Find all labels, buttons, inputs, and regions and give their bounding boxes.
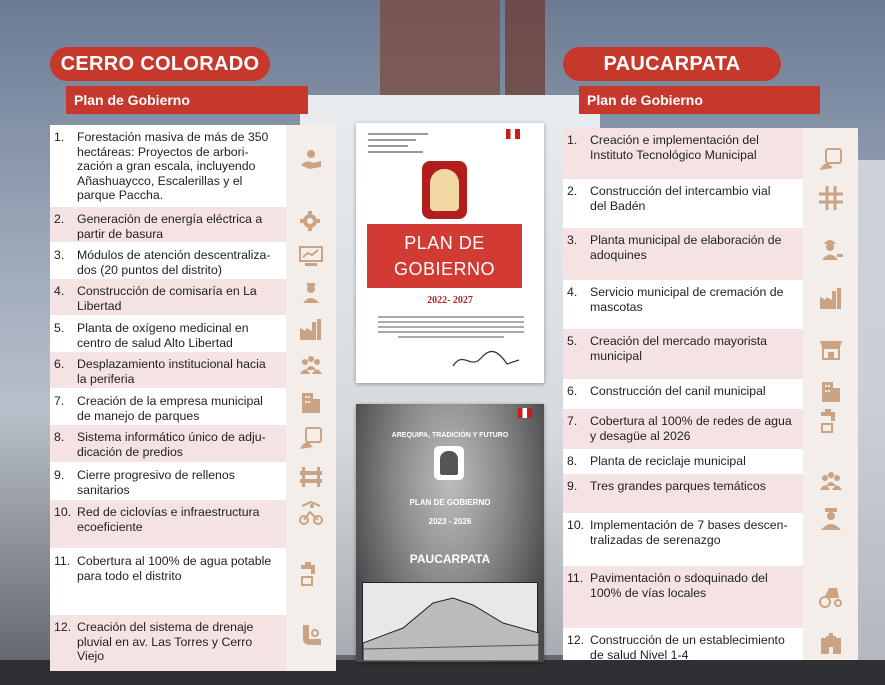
factory-icon [297, 316, 325, 344]
document-district: PAUCARPATA [409, 552, 491, 566]
document-title [367, 224, 522, 288]
list-item [563, 474, 803, 513]
drain-pipe-icon [297, 621, 325, 649]
list-item [50, 425, 286, 462]
item-text: Construcción de un establecimiento de salud Nivel 1-4 [590, 633, 785, 662]
list-item [563, 409, 803, 449]
municipal-shield-logo [434, 446, 464, 480]
icon-column-right [803, 128, 858, 660]
item-text: Creación de la empresa municipal de manejo de parques [77, 394, 263, 423]
item-text: Construcción del intercambio vial del Badén [590, 184, 771, 213]
item-text: Desplazamiento institucional hacia la periferia [77, 357, 266, 386]
item-number: 12. [567, 633, 585, 647]
cyclist-icon [297, 500, 325, 528]
document-header: AREQUIPA, TRADICIÓN Y FUTURO [391, 432, 509, 439]
item-number: 6. [567, 384, 578, 398]
document-paragraph-lines [378, 313, 524, 341]
flag-icon [518, 408, 532, 418]
list-item [50, 549, 286, 615]
list-item [50, 207, 286, 242]
document-title-line: GOBIERNO [393, 259, 495, 279]
item-number: 9. [54, 468, 65, 482]
item-text: Creación e implementación del Instituto Tecnológico Municipal [590, 133, 759, 162]
items-panel-left [50, 125, 286, 671]
list-item [50, 615, 286, 671]
presentation-icon [297, 243, 325, 271]
list-item [563, 566, 803, 628]
item-number: 12. [54, 620, 72, 634]
municipal-shield-logo [422, 161, 467, 219]
police-icon [297, 279, 325, 307]
item-number: 11. [567, 571, 584, 585]
item-number: 7. [54, 394, 65, 408]
item-number: 9. [567, 479, 578, 493]
list-item [50, 389, 286, 425]
item-number: 1. [54, 130, 65, 144]
item-number: 5. [54, 321, 65, 335]
item-number: 3. [567, 233, 578, 247]
item-number: 2. [567, 184, 578, 198]
list-item [563, 228, 803, 280]
item-number: 4. [54, 284, 65, 298]
list-item [50, 125, 286, 207]
item-number: 11. [54, 554, 71, 568]
item-text: Implementación de 7 bases descen- tralizadas de serenazgo [590, 518, 788, 547]
list-item [50, 352, 286, 388]
item-text: Servicio municipal de cremación de mascotas [590, 285, 784, 314]
list-item [563, 179, 803, 227]
barrier-icon [297, 463, 325, 491]
subtitle-left: Plan de Gobierno [66, 86, 308, 114]
document-plan-label: PLAN DE GOBIERNO [409, 498, 491, 507]
icon-column-left [286, 125, 336, 671]
building-icon [297, 389, 325, 417]
item-text: Planta de oxígeno medicinal en centro de salud Alto Libertad [77, 321, 249, 350]
item-number: 8. [54, 430, 65, 444]
hand-tablet-icon [817, 146, 845, 174]
tractor-icon [817, 582, 845, 610]
item-text: Cierre progresivo de rellenos sanitarios [77, 468, 235, 497]
item-text: Construcción de comisaría en La Libertad [77, 284, 257, 313]
market-stall-icon [817, 335, 845, 363]
items-panel-right [563, 128, 803, 660]
item-number: 7. [567, 414, 578, 428]
list-item [563, 128, 803, 179]
district-title-left: CERRO COLORADO [50, 47, 270, 81]
item-text: Cobertura al 100% de agua potable para todo el distrito [77, 554, 272, 583]
hand-plant-icon [297, 145, 325, 173]
list-item [50, 243, 286, 278]
item-text: Red de ciclovías e infraestructura ecoeficiente [77, 505, 260, 534]
item-text: Generación de energía eléctrica a partir de basura [77, 212, 263, 241]
item-number: 10. [54, 505, 72, 519]
document-title-line: PLAN DE [404, 233, 485, 253]
item-text: Construcción del canil municipal [590, 384, 766, 398]
factory-icon [817, 285, 845, 313]
item-number: 1. [567, 133, 578, 147]
list-item [563, 449, 803, 474]
item-text: Tres grandes parques temáticos [590, 479, 766, 493]
building-icon [817, 378, 845, 406]
road-interchange-icon [817, 184, 845, 212]
item-text: Cobertura al 100% de redes de agua y desagüe al 2026 [590, 414, 792, 443]
item-text: Sistema informático único de adju- dicación de predios [77, 430, 266, 459]
subtitle-right: Plan de Gobierno [579, 86, 820, 114]
guard-icon [817, 504, 845, 532]
worker-bricks-icon [817, 234, 845, 262]
list-item [50, 316, 286, 351]
document-years: 2023 - 2026 [428, 517, 472, 526]
item-text: Planta de reciclaje municipal [590, 454, 746, 468]
list-item [563, 280, 803, 329]
list-item [563, 513, 803, 566]
item-number: 4. [567, 285, 578, 299]
item-text: Planta municipal de elaboración de adoquines [590, 233, 782, 262]
hospital-icon [817, 630, 845, 658]
item-text: Creación del mercado mayorista municipal [590, 334, 768, 363]
item-text: Forestación masiva de más de 350 hectáreas: Proyectos de arbori- zación a gran escala, incluyendo Añashuaycco, Escalerillas y el parque Paccha. [77, 130, 269, 202]
list-item [563, 379, 803, 409]
energy-gear-icon [297, 207, 325, 235]
hand-tablet-icon [297, 425, 325, 453]
item-number: 5. [567, 334, 578, 348]
list-item [563, 628, 803, 660]
item-number: 6. [54, 357, 65, 371]
flag-icon [506, 129, 520, 139]
item-text: Creación del sistema de drenaje pluvial en av. Las Torres y Cerro Viejo [77, 620, 254, 663]
document-years: 2022- 2027 [427, 295, 473, 306]
signature-icon [451, 348, 521, 372]
volcano-sketch [362, 582, 538, 660]
item-text: Pavimentación o sdoquinado del 100% de vías locales [590, 571, 768, 600]
plan-document-paucarpata [356, 404, 544, 662]
district-title-right: PAUCARPATA [563, 47, 781, 81]
people-group-icon [817, 468, 845, 496]
water-tap-icon [817, 406, 845, 434]
list-item [563, 329, 803, 379]
people-group-icon [297, 352, 325, 380]
water-tap-icon [297, 559, 325, 587]
item-number: 8. [567, 454, 578, 468]
list-item [50, 279, 286, 315]
list-item [50, 463, 286, 499]
item-number: 2. [54, 212, 65, 226]
item-number: 3. [54, 248, 65, 262]
list-item [50, 500, 286, 548]
item-text: Módulos de atención descentraliza- dos (20 puntos del distrito) [77, 248, 271, 277]
item-number: 10. [567, 518, 585, 532]
plan-document-cover [356, 123, 544, 383]
